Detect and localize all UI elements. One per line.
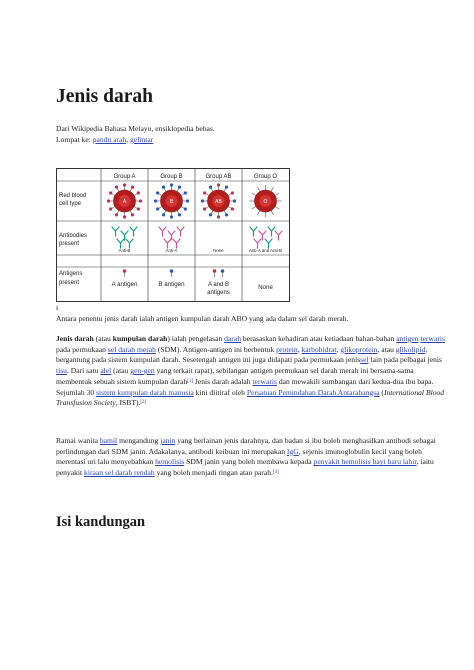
antibody-icon [159, 227, 166, 236]
antibody-icon [117, 239, 124, 248]
text-run: kini diitiraf oleh [193, 387, 247, 397]
wiki-link[interactable]: sel [360, 355, 369, 365]
antibody-label: None [213, 248, 224, 253]
wiki-link[interactable]: antigen [396, 334, 419, 343]
page-title: Jenis darah [56, 86, 153, 107]
wiki-link[interactable]: karbohidrat [301, 344, 337, 354]
text-run: , atau [377, 344, 396, 354]
text-run: yang terkait rapat), sebilangan antigen permukaan sel darah merah ini bersama-sama membentuk sebuah sistem kumpulan darah [56, 366, 414, 386]
text-run: (atau [111, 366, 131, 376]
jump-sep: , [126, 135, 131, 144]
antibody-icon [265, 239, 272, 248]
blood-type-diagram [57, 169, 289, 301]
wiki-link[interactable]: kiraan sel darah rendah [84, 468, 155, 478]
red-blood-cell [250, 185, 282, 217]
jump-nav-link[interactable]: pandu arah [92, 135, 127, 144]
antibody-label: Anti-B [118, 248, 131, 253]
antibody-label: Anti-A [165, 248, 178, 253]
text-run: , bergantung pada sistem kumpulan darah. Sesetengah antigen ini juga didapati pada permukaan jenis [56, 344, 428, 365]
wiki-link[interactable]: glikolipid [395, 344, 426, 354]
citation-link[interactable]: [1] [187, 378, 194, 384]
wiki-link[interactable]: terwaris [252, 376, 277, 386]
antibody-icon [250, 227, 257, 236]
jump-label: Lompat ke: [56, 135, 93, 144]
antigen-dot [170, 269, 174, 273]
text-run: ) ialah pengelasan [167, 334, 225, 343]
wiki-link[interactable]: penyakit hemolisis bayi baru lahir [313, 457, 417, 467]
wiki-link[interactable]: glikoprotein [340, 344, 378, 354]
intro-paragraph [56, 334, 446, 409]
antigen-dot [213, 269, 217, 273]
antigen-label: A antigen [111, 281, 138, 288]
antibody-icon [112, 227, 119, 236]
citation-link[interactable]: [3] [272, 470, 279, 476]
wiki-link[interactable]: hamil [99, 436, 118, 445]
text-run: pada permukaan [56, 344, 108, 354]
wiki-link[interactable]: gen-gen [130, 366, 155, 376]
red-blood-cell [154, 183, 189, 218]
text-run: yang boleh menjadi ringan atau parah. [154, 468, 273, 478]
red-blood-cell [107, 183, 142, 218]
cell-letter: AB [215, 199, 222, 205]
text-run: berasaskan kehadiran atau ketiadaan bahan-bahan [241, 334, 397, 343]
antibody-icon [275, 231, 282, 240]
antibody-label: Anti-A and Anti-B [248, 248, 283, 253]
wiki-link[interactable]: terwaris [420, 334, 445, 343]
wiki-link[interactable]: alel [100, 366, 112, 376]
row-label: Red blood cell type [59, 193, 87, 207]
text-run: lain pada pelbagai jenis [368, 355, 442, 365]
text-run: yang berlainan jenis darahnya, dan badan si ibu boleh menghasilkan antibodi sebagai perlindungan dari SDM janin. Adakalanya, antibodi keibuan ini merupakan [56, 436, 436, 456]
antigen-dot [123, 269, 127, 273]
text-run: , iaitu penyakit [56, 457, 434, 478]
wiki-link[interactable]: IgG [286, 446, 299, 456]
contents-heading: Isi kandungan [56, 514, 146, 530]
antibody-icon [126, 239, 133, 248]
antigen-label: A and B antigens [207, 282, 230, 296]
antigen-label: B antigen [158, 281, 185, 288]
antibody-icon [254, 239, 261, 248]
text-run: (SDM). Antigen-antigen ini berbentuk [155, 344, 277, 354]
wiki-link[interactable]: hemolisis [155, 457, 185, 467]
text-run: SDM janin yang boleh membawa kepada [184, 457, 314, 467]
wiki-link[interactable]: sel darah merah [107, 344, 156, 354]
cell-letter: A [122, 199, 127, 205]
column-header: Group B [160, 174, 183, 180]
text-run: , [297, 344, 302, 354]
antigen-dot [221, 269, 225, 273]
text-run: dan mewakili sumbangan dari kedua-dua ibu bapa. Sejumlah 30 [56, 376, 434, 397]
jump-links [56, 135, 153, 146]
antibody-icon [177, 227, 184, 236]
column-header: Group A [113, 174, 136, 180]
pregnancy-paragraph [56, 436, 446, 479]
antigen-label: None [258, 284, 273, 291]
antibody-icon [130, 227, 137, 236]
antibody-icon [121, 231, 128, 240]
wiki-link[interactable]: tisu [56, 366, 67, 376]
bold-term: kumpulan darah [112, 334, 168, 343]
citation-link[interactable]: [2] [140, 400, 147, 406]
text-run: , [336, 344, 341, 354]
italic-text: International Blood Transfusion Society [56, 387, 445, 408]
text-run: Ramai wanita [56, 436, 100, 445]
antibody-icon [268, 227, 275, 236]
antibody-icon [173, 239, 180, 248]
text-run: mengandung [117, 436, 161, 445]
cell-letter: O [263, 199, 268, 205]
expand-icon[interactable]: ℹ [56, 306, 59, 312]
wiki-link[interactable]: darah [224, 334, 242, 343]
wiki-link[interactable]: protein [276, 344, 298, 354]
text-run: Jenis darah adalah [193, 376, 253, 386]
bold-term: Jenis darah [56, 334, 94, 343]
text-run: ( [379, 387, 384, 397]
text-run: . Dari satu [66, 366, 101, 376]
wiki-link[interactable]: janin [160, 436, 176, 445]
column-header: Group AB [205, 174, 232, 180]
antibody-icon [164, 239, 171, 248]
antibody-icon [168, 231, 175, 240]
row-label: Antigens present [59, 271, 83, 286]
jump-search-link[interactable]: gelintar [130, 135, 154, 144]
column-header: Group O [253, 174, 278, 180]
text-run: , sejenis imunoglobulin kecil yang boleh merentasi uri lalu menyebabkan [56, 446, 422, 467]
wiki-link[interactable]: sistem kumpulan darah manusia [96, 387, 194, 397]
text-run: , ISBT). [115, 398, 141, 408]
site-subtitle: Dari Wikipedia Bahasa Melayu, ensiklopedia bebas. [56, 124, 215, 133]
wiki-link[interactable]: Persatuan Pemindahan Darah Antarabangsa [246, 387, 380, 397]
red-blood-cell [201, 183, 236, 218]
blood-type-figure[interactable] [56, 168, 290, 302]
row-label: Antibodies present [59, 233, 88, 247]
cell-letter: B [169, 199, 174, 205]
figure-caption: Antara penentu jenis darah ialah antigen kumpulan darah ABO yang ada dalam sel darah merah. [56, 314, 349, 323]
text-run: (atau [93, 334, 113, 343]
